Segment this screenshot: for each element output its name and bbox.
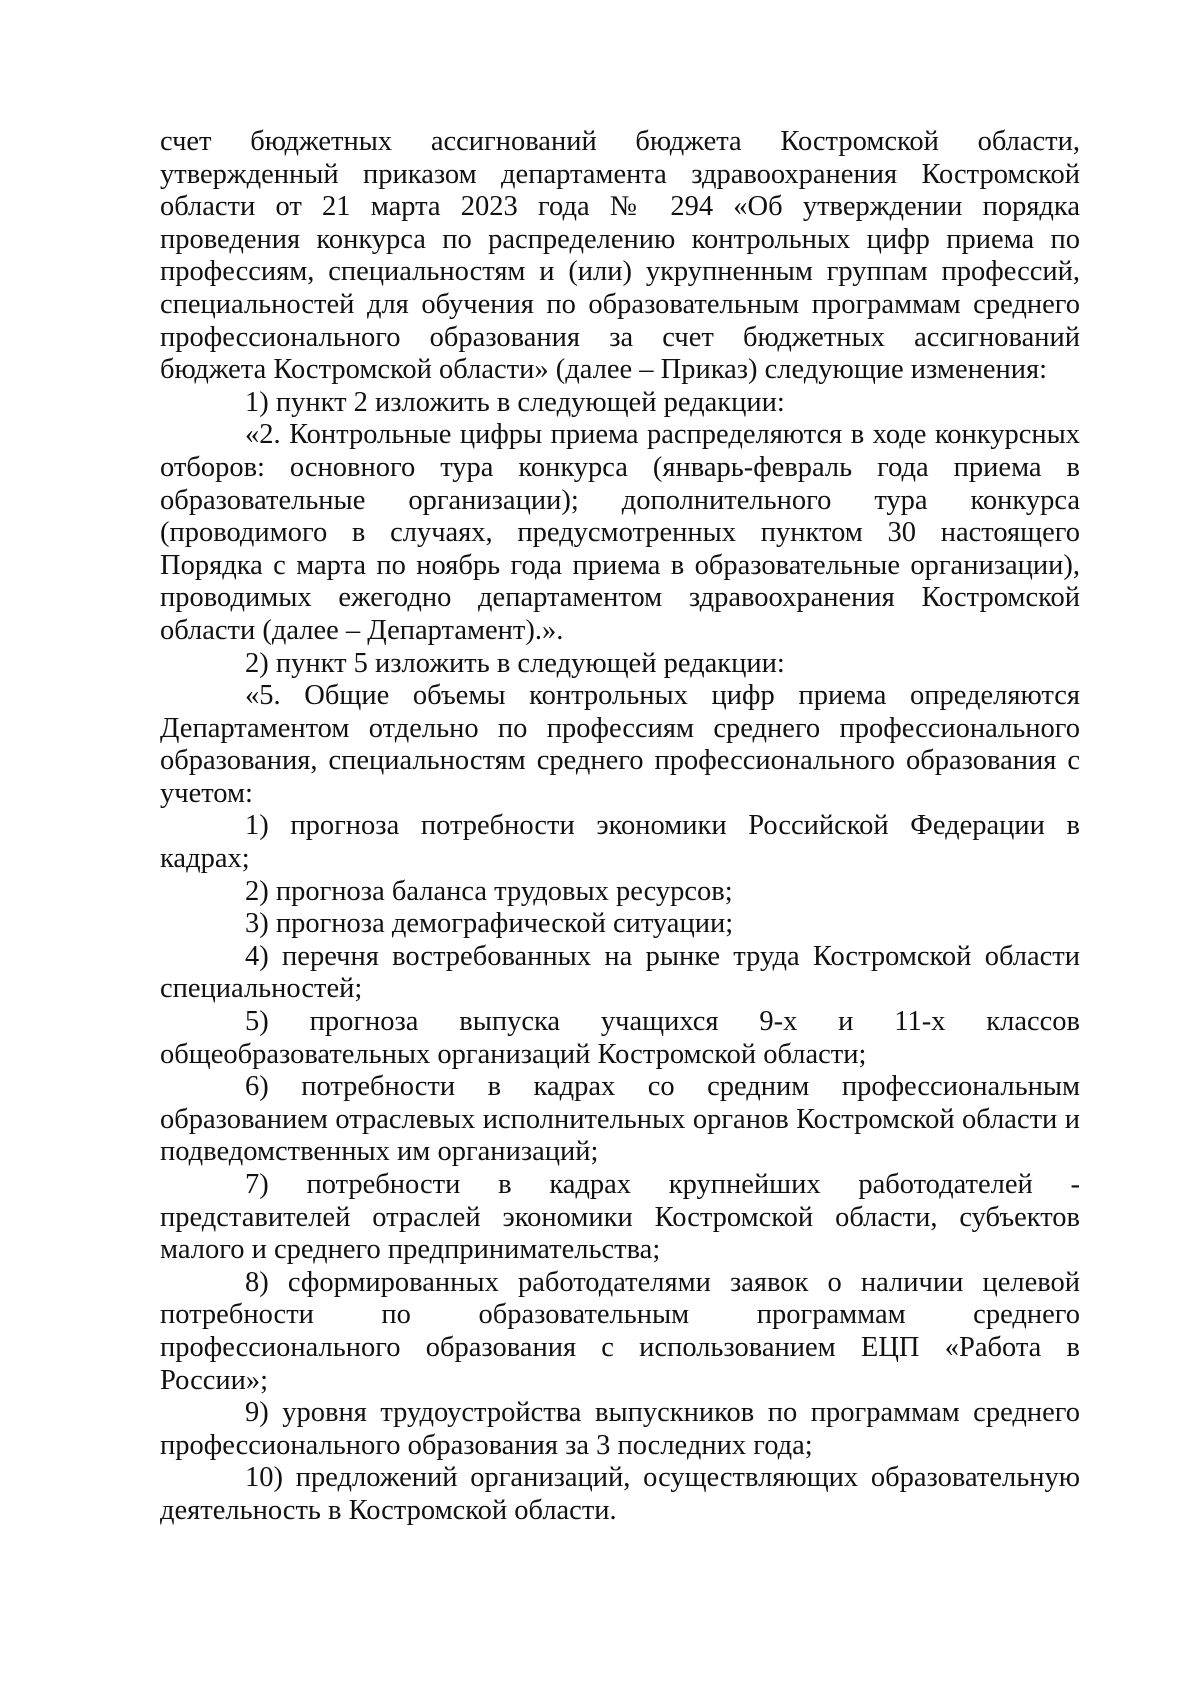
list-item-10: 10) предложений организаций, осуществляющих образовательную деятельность в Костромской области. [160, 1462, 1080, 1526]
list-item-5: 5) прогноза выпуска учащихся 9-х и 11-х классов общеобразовательных организаций Костромской области; [160, 1006, 1080, 1070]
list-item-6: 6) потребности в кадрах со средним профессиональным образованием отраслевых исполнительных органов Костромской области и подведомственных им организаций; [160, 1071, 1080, 1168]
list-item-9: 9) уровня трудоустройства выпускников по программам среднего профессионального образования за 3 последних года; [160, 1397, 1080, 1461]
paragraph-intro: счет бюджетных ассигнований бюджета Костромской области, утвержденный приказом департамента здравоохранения Костромской области от 21 марта 2023 года № 294 «Об утверждении порядка проведения конкурса по распределению контрольных цифр приема по профессиям, специальностям и (или) укрупненным группам профессий, специальностей для обучения по образовательным программам среднего профессионального образования за счет бюджетных ассигнований бюджета Костромской области» (далее – Приказ) следующие изменения: [160, 126, 1080, 386]
list-item-3: 3) прогноза демографической ситуации; [245, 908, 734, 940]
document-body [160, 126, 1080, 1528]
paragraph-point-5-text: «5. Общие объемы контрольных цифр приема определяются Департаментом отдельно по профессиям среднего профессионального образования, специальностям среднего профессионального образования с учетом: [160, 680, 1080, 809]
list-item-4: 4) перечня востребованных на рынке труда Костромской области специальностей; [160, 940, 1080, 1005]
paragraph-point-2-text: «2. Контрольные цифры приема распределяются в ходе конкурсных отборов: основного тура конкурса (январь-февраль года приема в образовательные организации); дополнительного тура конкурса (проводимого в случаях, предусмотренных пунктом 30 настоящего Порядка с марта по ноябрь года приема в образовательные организации), проводимых ежегодно департаментом здравоохранения Костромской области (далее – Департамент).». [160, 419, 1080, 646]
list-item-2: 2) прогноза баланса трудовых ресурсов; [245, 875, 733, 907]
list-item-1: 1) прогноза потребности экономики Российской Федерации в кадрах; [160, 810, 1080, 875]
list-item-7: 7) потребности в кадрах крупнейших работодателей - представителей отраслей экономики Костромской области, субъектов малого и среднего предпринимательства; [160, 1169, 1080, 1266]
paragraph-item-1: 1) пункт 2 изложить в следующей редакции: [245, 386, 785, 418]
paragraph-item-2: 2) пункт 5 изложить в следующей редакции: [245, 647, 785, 679]
list-item-8: 8) сформированных работодателями заявок о наличии целевой потребности по образовательным программам среднего профессионального образования с использованием ЕЦП «Работа в России»; [160, 1266, 1080, 1396]
